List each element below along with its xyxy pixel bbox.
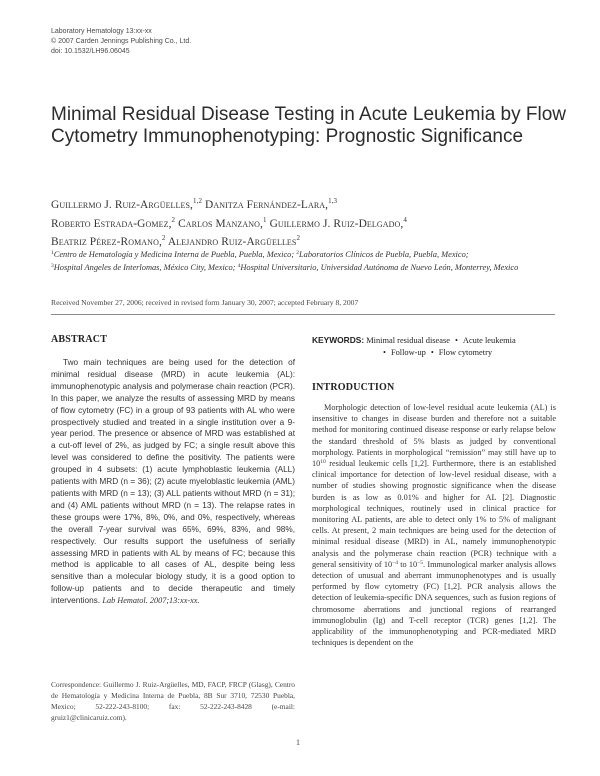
keyword: Acute leukemia [462, 336, 516, 345]
journal-citation-line: Laboratory Hematology 13:xx-xx [51, 28, 152, 35]
abstract-heading: ABSTRACT [51, 334, 108, 345]
affiliation: $^1$Centro de Hematología y Medicina Interna de Puebla, Puebla, Mexico; [51, 250, 295, 259]
header-divider [51, 314, 555, 315]
left-column [51, 334, 295, 607]
author: Roberto Estrada-Gomez,$^2$ [51, 215, 176, 230]
received-dates: Received November 27, 2006; received in revised form January 30, 2007; accepted February 8, 2007 [51, 298, 359, 307]
keyword-separator: • [454, 336, 458, 345]
abstract-body: Two main techniques are being used for the detection of minimal residual disease (MRD) in acute leukemia (AL): immunophenotypic analysis and polymerase chain reaction (PCR). In this paper, we analyze the results of assessing MRD by means of flow cytometry (FC) in a group of 93 patients with AL who were prospectively studied and treated in a single institution over a 9-year period. The presence or absence of MRD was established at a cut-off level of 2%, as judged by FC; a single result above this level was considered to define the positivity. The patients were grouped in 4 subsets: (1) acute lymphoblastic leukemia (ALL) patients with MRD (n = 36); (2) acute myeloblastic leukemia (AML) patients with MRD (n = 13); (3) ALL patients without MRD (n = 31); and (4) AML patients without MRD (n = 13). The relapse rates in these groups were 17%, 8%, 0%, and 0%, respectively, whereas the overall 7-year survival was 65%, 69%, 83%, and 98%, respectively. Our results support the usefulness of serially assessing MRD in patients with AL by means of FC; because this method is applicable to all cases of AL, despite being less sensitive than a molecular biology study, it is a good option to follow-up patients and to decide therapeutic and timely interventions. Lab Hematol. 2007;13:xx-xx. [51, 358, 295, 606]
author: Guillermo J. Ruiz-Argüelles,$^{1,2}$ [51, 197, 203, 211]
keywords-label: KEYWORDS: [312, 335, 365, 345]
article-title: Minimal Residual Disease Testing in Acute Leukemia by Flow Cytometry Immunophenotyping: Prognostic Significance [51, 104, 567, 147]
affiliation: $^4$Hospital Universitario, Universidad Autónoma de Nuevo León, Monterrey, Mexico [237, 262, 519, 272]
keywords-block [312, 334, 556, 359]
right-column [312, 334, 556, 359]
author: Alejandro Ruiz-Argüelles$^2$ [167, 234, 301, 248]
keyword-separator: • [430, 348, 434, 357]
doi-line: doi: 10.1532/LH96.06045 [51, 48, 130, 55]
copyright-line: © 2007 Carden Jennings Publishing Co., Ltd. [51, 38, 192, 45]
author-list [51, 196, 571, 252]
affiliation: $^3$Hospital Angeles de Interlomas, México City, Mexico; [51, 262, 236, 272]
author: Guillermo J. Ruiz-Delgado,$^4$ [269, 215, 407, 230]
author: Beatriz Pérez-Romano,$^2$ [51, 234, 166, 248]
affiliation: $^2$Laboratorios Clínicos de Puebla, Puebla, Mexico; [296, 250, 469, 259]
journal-header [51, 27, 191, 57]
abstract-citation: Lab Hematol. 2007;13:xx-xx. [102, 596, 200, 606]
author: Carlos Manzano,$^1$ [178, 215, 267, 230]
correspondence-note: Correspondence: Guillermo J. Ruiz-Argüelles, MD, FACP, FRCP (Glasg), Centro de Hematología y Medicina Interna de Puebla, 8B Sur 3710, 72530 Puebla, Mexico; 52-222-243-8100; fax: 52-222-243-8428 (e-mail: gruiz1@clinicaruiz.com). [51, 680, 295, 722]
keyword: Minimal residual disease [366, 336, 450, 345]
introduction-body: Morphologic detection of low-level residual acute leukemia (AL) is insensitive to changes in disease burden and therefore not a suitable method for monitoring continued disease response or early relapse below the standard threshold of 5% blasts as judged by conventional morphology. Patients in morphological “remission” may still have up to $10^{10}$ residual leukemic cells [1,2]. Furthermore, there is an established clinical importance for detection of low-level residual disease, with a number of studies showing prognostic significance when the disease burden is as low as 0.01% and higher for AL [2]. Diagnostic morphological techniques, routinely used in clinical practice for monitoring AL patients, are able to detect only 1% to 5% of malignant cells. At present, 2 main techniques are being used for the detection of minimal residual disease (MRD) in AL, namely immunophenotypic analysis and the polymerase chain reaction (PCR) technique with a general sensitivity of $10^{-4}$ to $10^{-5}$. Immunological marker analysis allows detection of unusual and aberrant immunophenotypes and is usually performed by flow cytometry (FC) [1,2]. PCR analysis allows the detection of leukemia-specific DNA sequences, such as fusion regions of chromosome aberrations and junctional regions of rearranged immunoglobulin (Ig) and T-cell receptor (TCR) genes [1,2]. The applicability of the immunophenotyping and PCR-mediated MRD techniques is dependent on the [312, 403, 556, 648]
affiliation-list [51, 249, 571, 274]
author: Danitza Fernández-Lara,$^{1,3}$ [205, 197, 338, 211]
page-number: 1 [296, 738, 300, 747]
introduction-heading: INTRODUCTION [312, 382, 395, 393]
keyword-separator: • [383, 348, 386, 357]
keyword: Flow cytometry [438, 348, 493, 357]
keyword: Follow-up [390, 348, 426, 357]
